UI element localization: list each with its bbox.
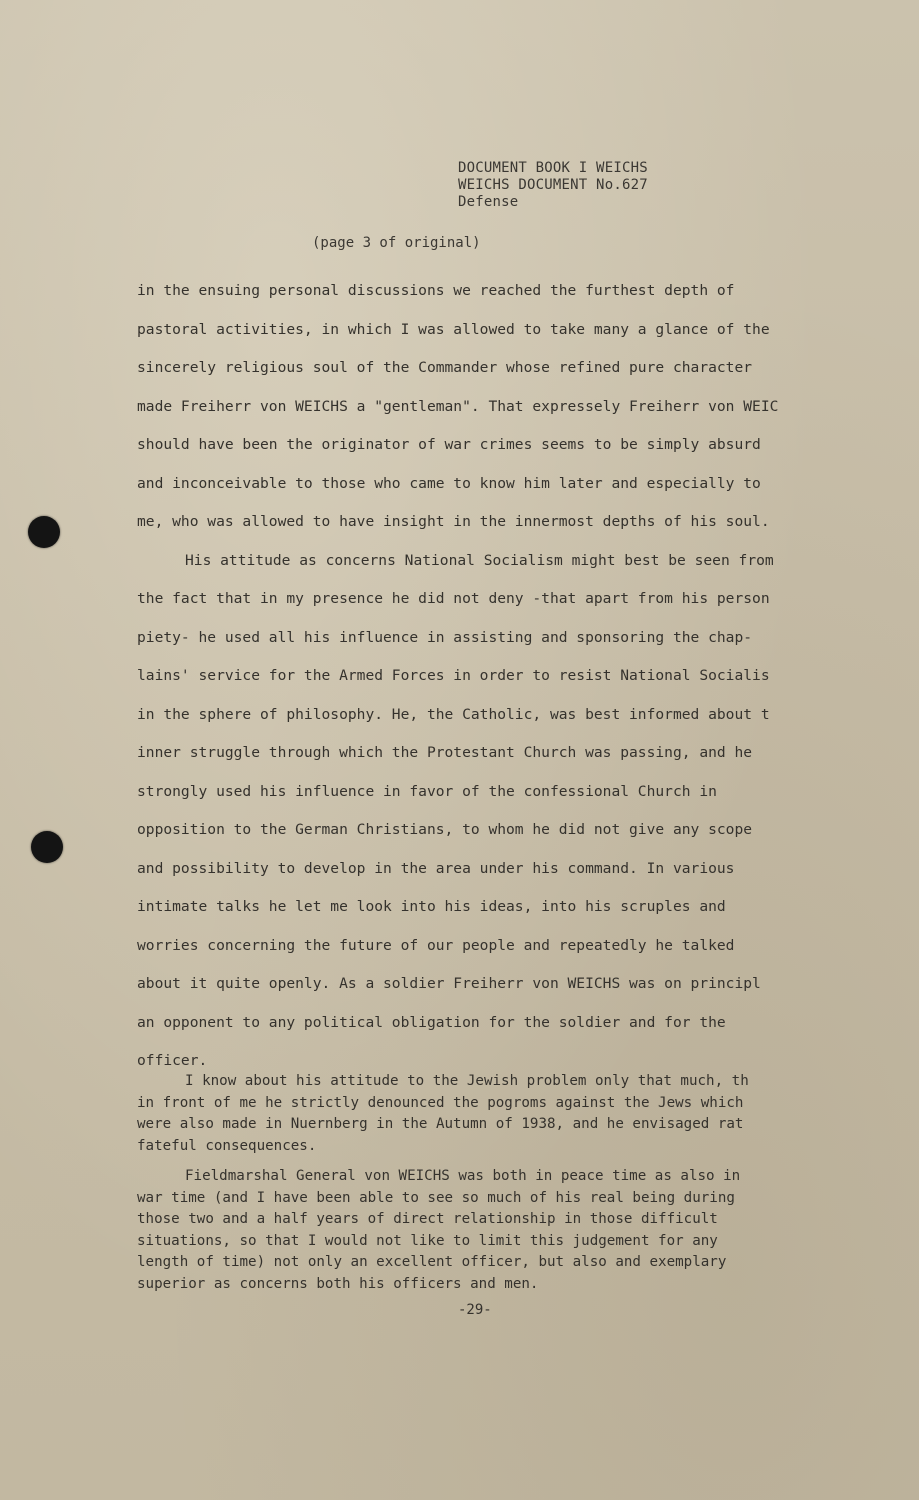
paragraph-pastoral	[137, 272, 827, 542]
original-page-reference: (page 3 of original)	[312, 235, 481, 251]
body-text	[137, 272, 827, 1081]
text-line: in the sphere of philosophy. He, the Catholic, was best informed about t	[137, 705, 770, 723]
punch-hole-bottom	[31, 831, 63, 863]
text-line: fateful consequences.	[137, 1137, 317, 1154]
text-line: I know about his attitude to the Jewish problem only that much, th	[185, 1073, 749, 1089]
text-line: me, who was allowed to have insight in the innermost depths of his soul.	[137, 513, 770, 530]
text-line: and possibility to develop in the area under his command. In various	[137, 859, 735, 877]
text-line: length of time) not only an excellent officer, but also and exemplary	[137, 1254, 727, 1270]
text-line: made Freiherr von WEICHS a "gentleman". That expressely Freiherr von WEIC	[137, 397, 779, 415]
text-line: war time (and I have been able to see so much of his real being during	[137, 1189, 735, 1206]
page-number: -29-	[458, 1302, 492, 1318]
text-line: opposition to the German Christians, to whom he did not give any scope	[137, 821, 753, 838]
text-line: strongly used his influence in favor of the confessional Church in	[137, 782, 717, 800]
paragraph-jewish-problem	[137, 1071, 827, 1157]
text-line: pastoral activities, in which I was allowed to take many a glance of the	[137, 320, 770, 338]
text-line: Fieldmarshal General von WEICHS was both in peace time as also in	[185, 1168, 741, 1184]
paragraph-fieldmarshal	[137, 1166, 827, 1295]
text-line: piety- he used all his influence in assisting and sponsoring the chap-	[137, 628, 753, 646]
text-line: should have been the originator of war crimes seems to be simply absurd	[137, 436, 761, 453]
text-line: about it quite openly. As a soldier Freiherr von WEICHS was on principl	[137, 975, 761, 992]
header-line-document-number: WEICHS DOCUMENT No.627	[458, 177, 648, 193]
punch-hole-top	[28, 516, 60, 548]
header-line-defense: Defense	[458, 194, 519, 210]
text-line: those two and a half years of direct relationship in those difficult	[137, 1211, 718, 1227]
text-line: situations, so that I would not like to limit this judgement for any	[137, 1232, 718, 1249]
text-line: an opponent to any political obligation for the soldier and for the	[137, 1013, 726, 1031]
text-line: inner struggle through which the Protestant Church was passing, and he	[137, 744, 753, 761]
header-line-book: DOCUMENT BOOK I WEICHS	[458, 160, 648, 176]
text-line: and inconceivable to those who came to know him later and especially to	[137, 474, 761, 492]
text-line: sincerely religious soul of the Commander whose refined pure character	[137, 359, 753, 376]
text-line: His attitude as concerns National Socialism might best be seen from	[185, 551, 774, 569]
document-header	[458, 160, 648, 211]
paragraph-national-socialism	[137, 542, 827, 1081]
text-line: were also made in Nuernberg in the Autumn of 1938, and he envisaged rat	[137, 1116, 744, 1132]
text-line: the fact that in my presence he did not deny -that apart from his person	[137, 590, 770, 607]
text-line: intimate talks he let me look into his ideas, into his scruples and	[137, 898, 726, 915]
text-line: in front of me he strictly denounced the pogroms against the Jews which	[137, 1094, 744, 1111]
text-line: worries concerning the future of our people and repeatedly he talked	[137, 936, 735, 954]
text-line: superior as concerns both his officers and men.	[137, 1275, 539, 1292]
text-line: in the ensuing personal discussions we reached the furthest depth of	[137, 282, 735, 299]
text-line: lains' service for the Armed Forces in order to resist National Socialis	[137, 667, 770, 684]
text-line: officer.	[137, 1052, 208, 1069]
